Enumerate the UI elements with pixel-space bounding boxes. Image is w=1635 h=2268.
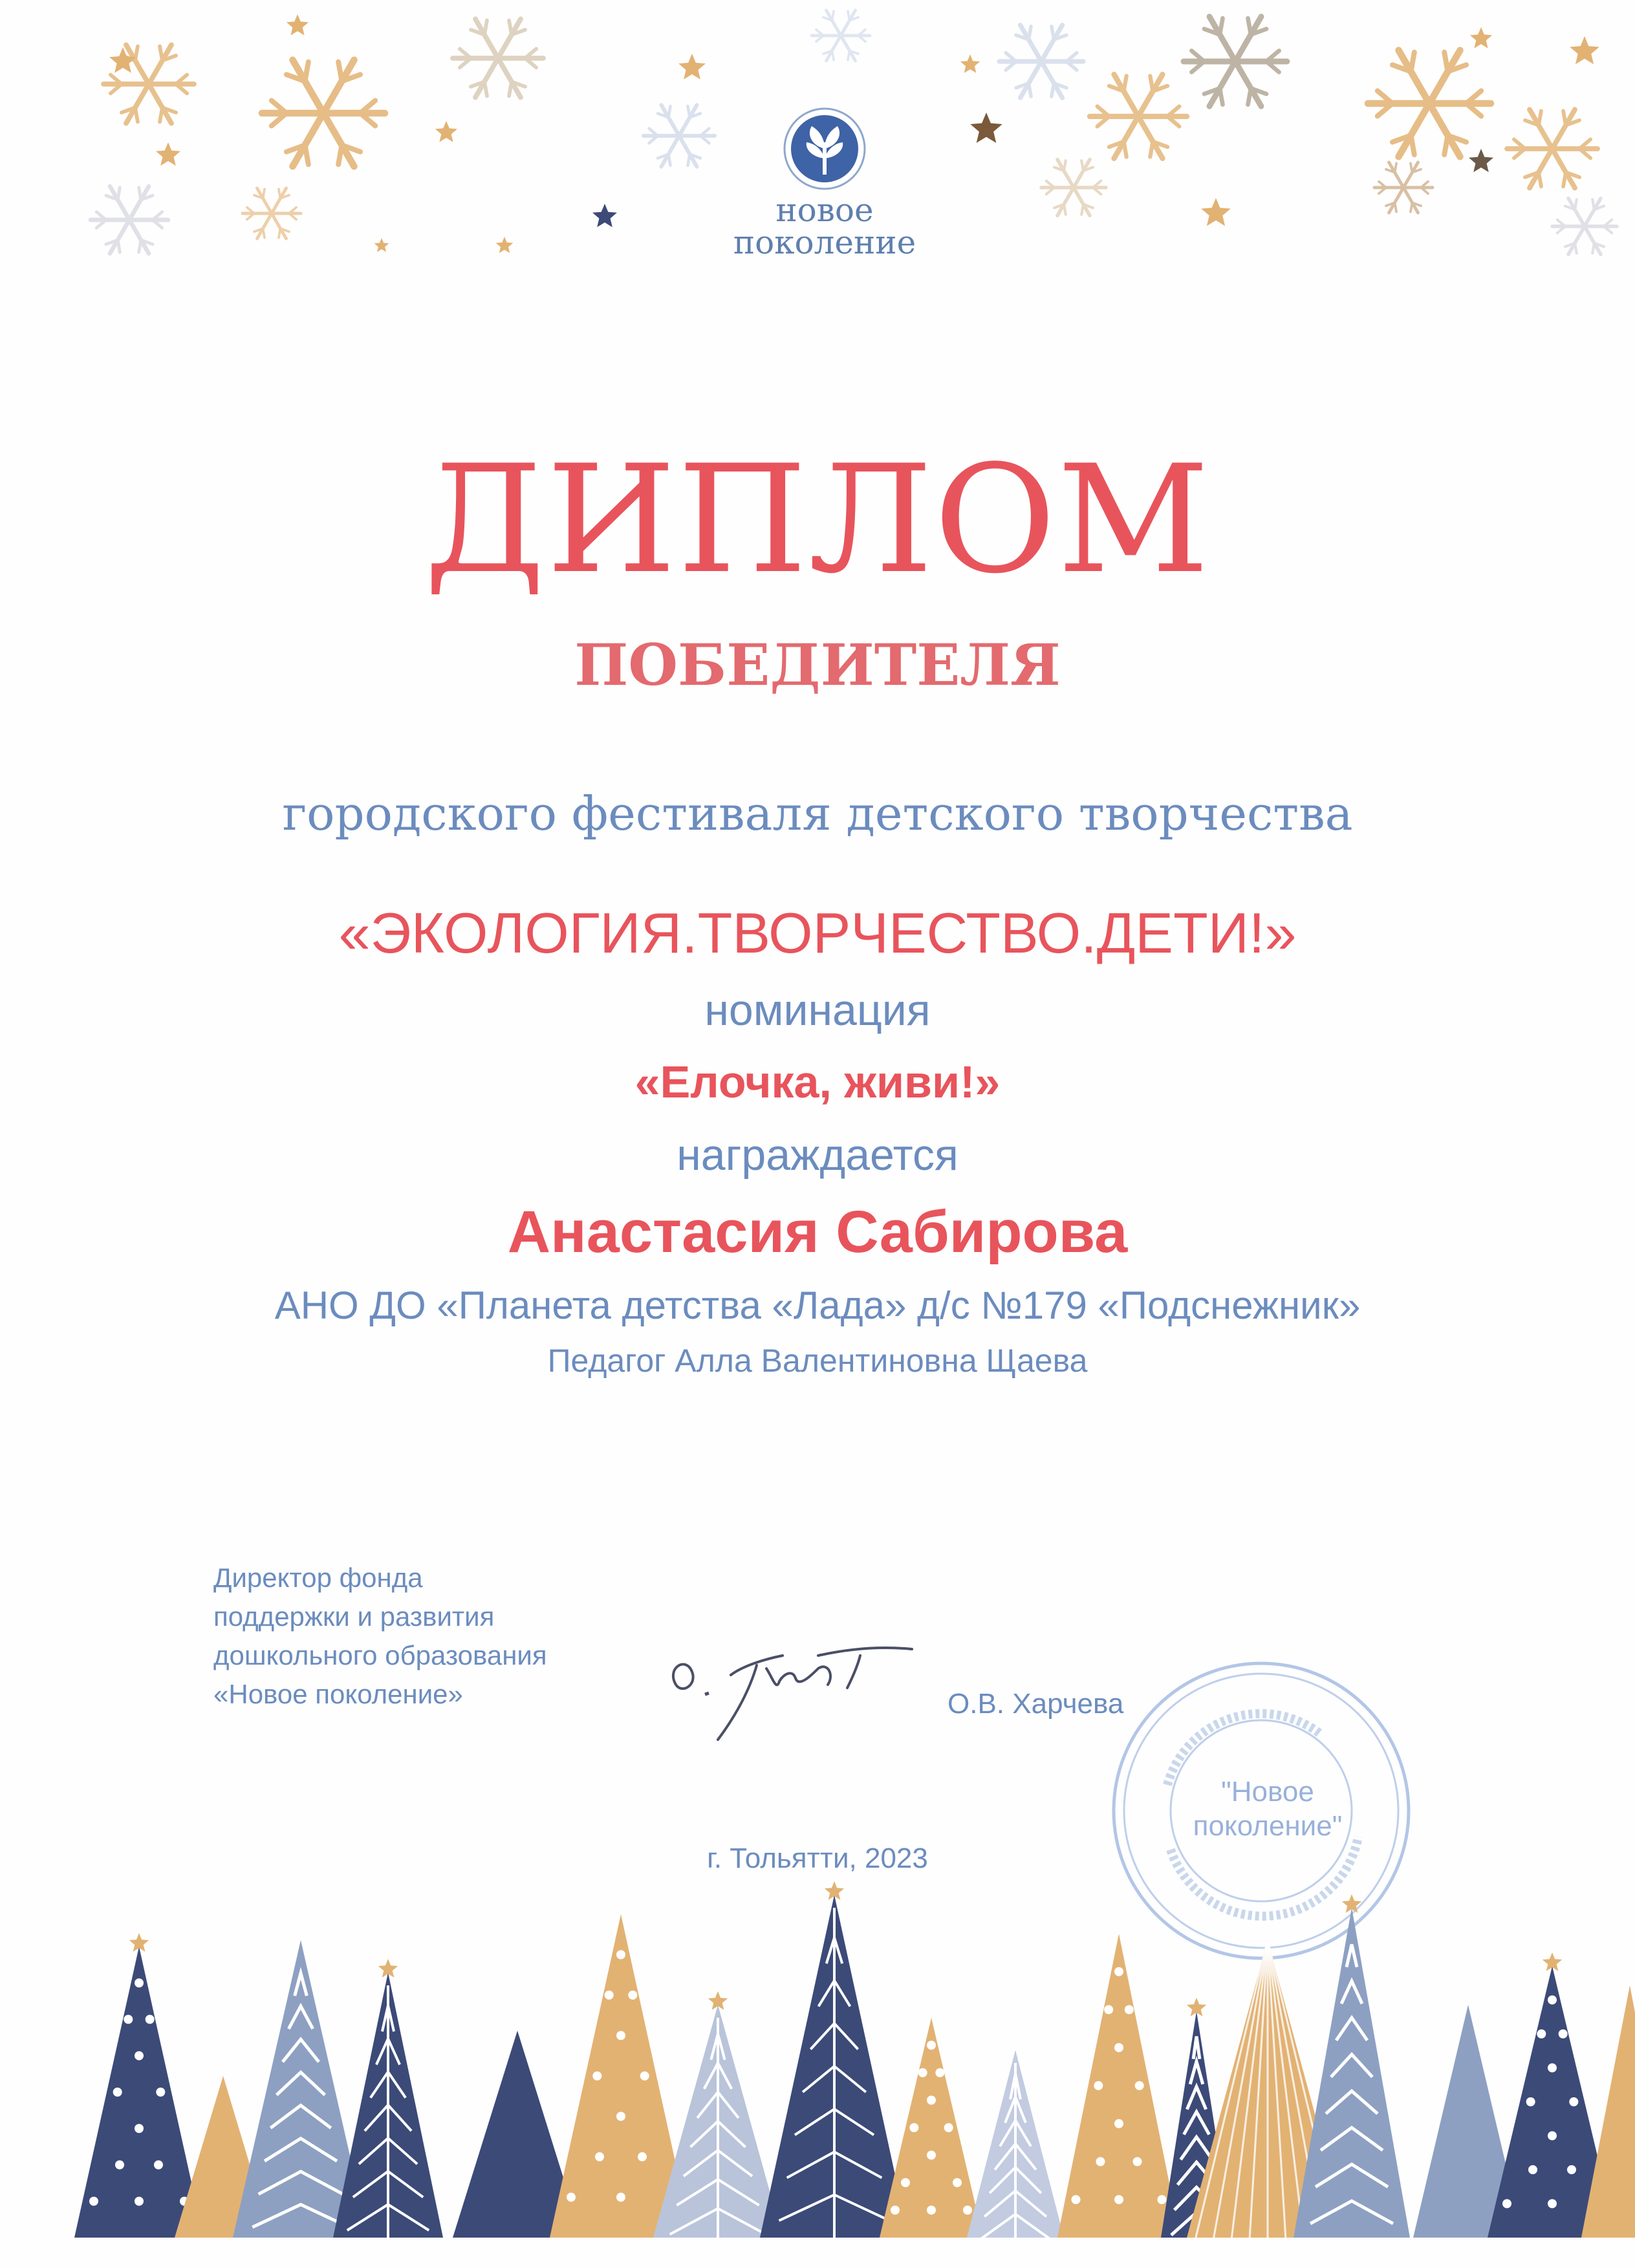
- christmas-tree-icon: [880, 2018, 983, 2238]
- star-icon: [496, 237, 514, 253]
- star-icon: [287, 14, 309, 36]
- organization-name: АНО ДО «Планета детства «Лада» д/с №179 «Подснежник»: [274, 1284, 1361, 1327]
- snowflake-icon: [1374, 162, 1433, 213]
- leaf-emblem-icon: [760, 97, 889, 194]
- star-icon: [156, 142, 180, 166]
- snowflake-icon: [453, 19, 543, 97]
- christmas-tree-icon: [1294, 1908, 1410, 2238]
- christmas-tree-icon: [967, 2050, 1064, 2240]
- snowflake-icon: [1090, 74, 1187, 158]
- star-icon: [374, 238, 389, 252]
- logo-line-1: новое: [775, 191, 874, 229]
- snowflake-icon: [1368, 50, 1491, 157]
- snowflake-icon: [91, 186, 168, 254]
- snowflake-icon: [1552, 199, 1617, 255]
- snowflake-icon: [644, 105, 715, 166]
- star-icon: [1570, 36, 1599, 64]
- star-icon: [1201, 198, 1231, 226]
- stamp-text-1: "Новое: [1221, 1776, 1314, 1808]
- star-icon: [678, 54, 706, 80]
- director-line: «Новое поколение»: [213, 1679, 463, 1709]
- stamp-text-2: поколение": [1193, 1810, 1343, 1842]
- star-icon: [1470, 27, 1492, 49]
- star-icon: [592, 204, 617, 227]
- christmas-trees-decoration: [0, 1875, 1635, 2268]
- logo-line-2: поколение: [733, 224, 916, 261]
- director-signature: [653, 1630, 938, 1746]
- snowflake-icon: [262, 60, 385, 167]
- christmas-tree-icon: [1581, 1985, 1635, 2238]
- nomination-name: «Елочка, живи!»: [634, 1057, 1001, 1107]
- teacher-name: Педагог Алла Валентиновна Щаева: [547, 1343, 1088, 1379]
- star-icon: [435, 121, 457, 142]
- snowflake-icon: [243, 188, 301, 239]
- snowflake-icon: [1184, 17, 1287, 107]
- christmas-tree-icon: [1057, 1934, 1180, 2238]
- festival-name: «ЭКОЛОГИЯ.ТВОРЧЕСТВО.ДЕТИ!»: [338, 901, 1297, 965]
- festival-description: городского фестиваля детского творчества: [282, 786, 1353, 841]
- star-icon: [970, 113, 1002, 143]
- christmas-tree-icon: [74, 1947, 204, 2238]
- snowflake-icon: [1041, 160, 1106, 216]
- awarded-label: награждается: [677, 1130, 958, 1180]
- snowflake-icon: [812, 10, 870, 61]
- organization-logo: [731, 97, 918, 291]
- director-line: Директор фонда: [213, 1562, 423, 1593]
- snowflake-icon: [999, 25, 1083, 98]
- director-name: О.В. Харчева: [947, 1688, 1124, 1720]
- nomination-label: номинация: [704, 986, 931, 1035]
- diploma-title: ДИПЛОМ: [424, 434, 1211, 607]
- director-title-block: [213, 1559, 666, 1714]
- place-and-year: г. Тольятти, 2023: [707, 1842, 928, 1874]
- star-icon: [960, 54, 980, 73]
- snowflake-icon: [1507, 109, 1597, 188]
- director-line: дошкольного образования: [213, 1640, 547, 1670]
- director-line: поддержки и развития: [213, 1601, 495, 1632]
- diploma-subtitle: ПОБЕДИТЕЛЯ: [574, 631, 1061, 698]
- christmas-tree-icon: [653, 2005, 783, 2238]
- winner-name: Анастасия Сабирова: [507, 1199, 1128, 1265]
- christmas-tree-icon: [760, 1895, 909, 2238]
- christmas-tree-icon: [333, 1972, 443, 2238]
- star-icon: [1469, 149, 1493, 172]
